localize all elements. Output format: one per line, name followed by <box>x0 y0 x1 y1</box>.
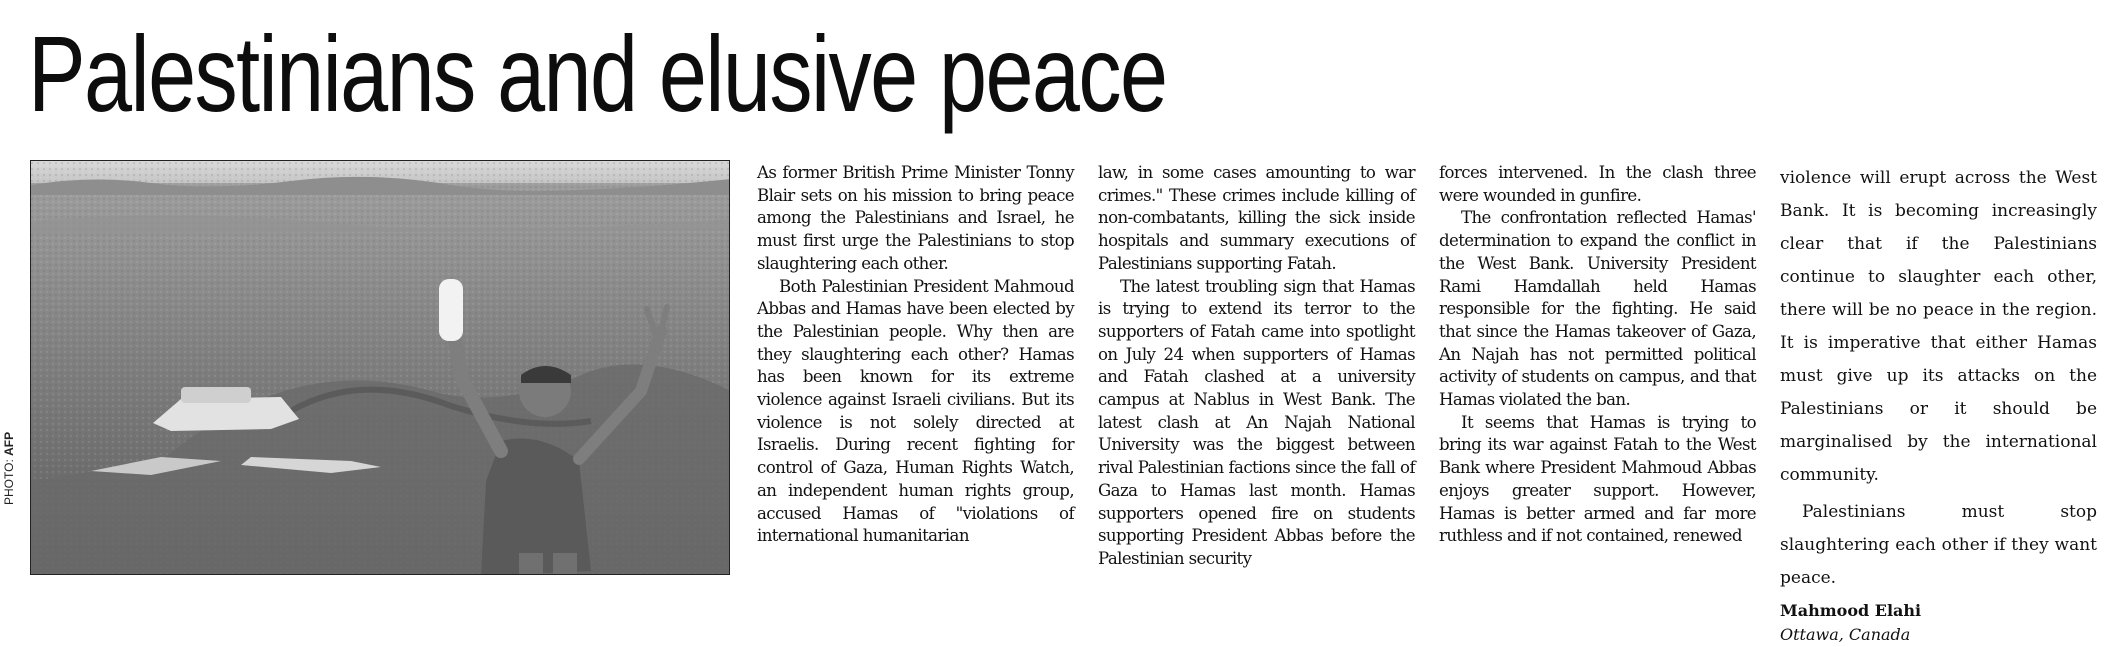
paragraph: Both Palestinian President Mahmoud Abbas and Hamas have been elected by the Palestinian people. Why then are they slaughtering each other? Hamas has been known for its extreme violence against Israeli civilians. But its violence is not solely directed at Israelis. During recent fighting for control of Gaza, Human Rights Watch, an independent human rights group, accused Hamas of "violations of international humanitarian <box>757 276 1074 546</box>
author-location: Ottawa, Canada <box>1780 625 1911 644</box>
photo-illustration <box>31 161 730 575</box>
article-column-2 <box>1098 162 1415 582</box>
paragraph: As former British Prime Minister Tonny Blair sets on his mission to bring peace among the Palestinians and Israel, he must first urge the Palestinians to stop slaughtering each other. <box>757 163 1074 273</box>
paragraph: Palestinians must stop slaughtering each other if they want peace. <box>1780 502 2097 588</box>
news-photo <box>30 160 730 575</box>
paragraph: violence will erupt across the West Bank. It is becoming increasingly clear that if the Palestinians continue to slaughter each other, there will be no peace in the region. It is imperative that either Hamas must give up its attacks on the Palestinians or it should be marginalised by the international community. <box>1780 168 2097 485</box>
photo-credit-source: AFP <box>2 431 16 456</box>
photo-credit-prefix: PHOTO: <box>2 455 16 505</box>
article-column-1 <box>757 162 1074 582</box>
paragraph: law, in some cases amounting to war crimes." These crimes include killing of non-combatants, killing the sick inside hospitals and summary executions of Palestinians supporting Fatah. <box>1098 163 1415 273</box>
paragraph: The latest troubling sign that Hamas is trying to extend its terror to the supporters of Fatah came into spotlight on July 24 when supporters of Hamas and Fatah clashed at a university campus at Nablus in West Bank. The latest clash at An Najah National University was the biggest between rival Palestinian factions since the fall of Gaza to Hamas last month. Hamas supporters opened fire on students supporting President Abbas before the Palestinian security <box>1098 276 1415 568</box>
paragraph: The confrontation reflected Hamas' determination to expand the conflict in the West Bank. University President Rami Hamdallah held Hamas responsible for the fighting. He said that since the Hamas takeover of Gaza, An Najah has not permitted political activity of students on campus, and that Hamas violated the ban. <box>1439 208 1756 410</box>
article-column-4 <box>1780 162 2097 644</box>
paragraph: It seems that Hamas is trying to bring its war against Fatah to the West Bank where President Mahmoud Abbas enjoys greater support. However, Hamas is better armed and far more ruthless and if not contained, renewed <box>1439 412 1756 546</box>
paragraph: forces intervened. In the clash three were wounded in gunfire. <box>1439 163 1756 205</box>
author-name: Mahmood Elahi <box>1780 601 1922 620</box>
photo-credit <box>2 423 18 505</box>
article-body <box>757 162 2097 644</box>
article-column-3 <box>1439 162 1756 582</box>
headline: Palestinians and elusive peace <box>28 13 1167 134</box>
